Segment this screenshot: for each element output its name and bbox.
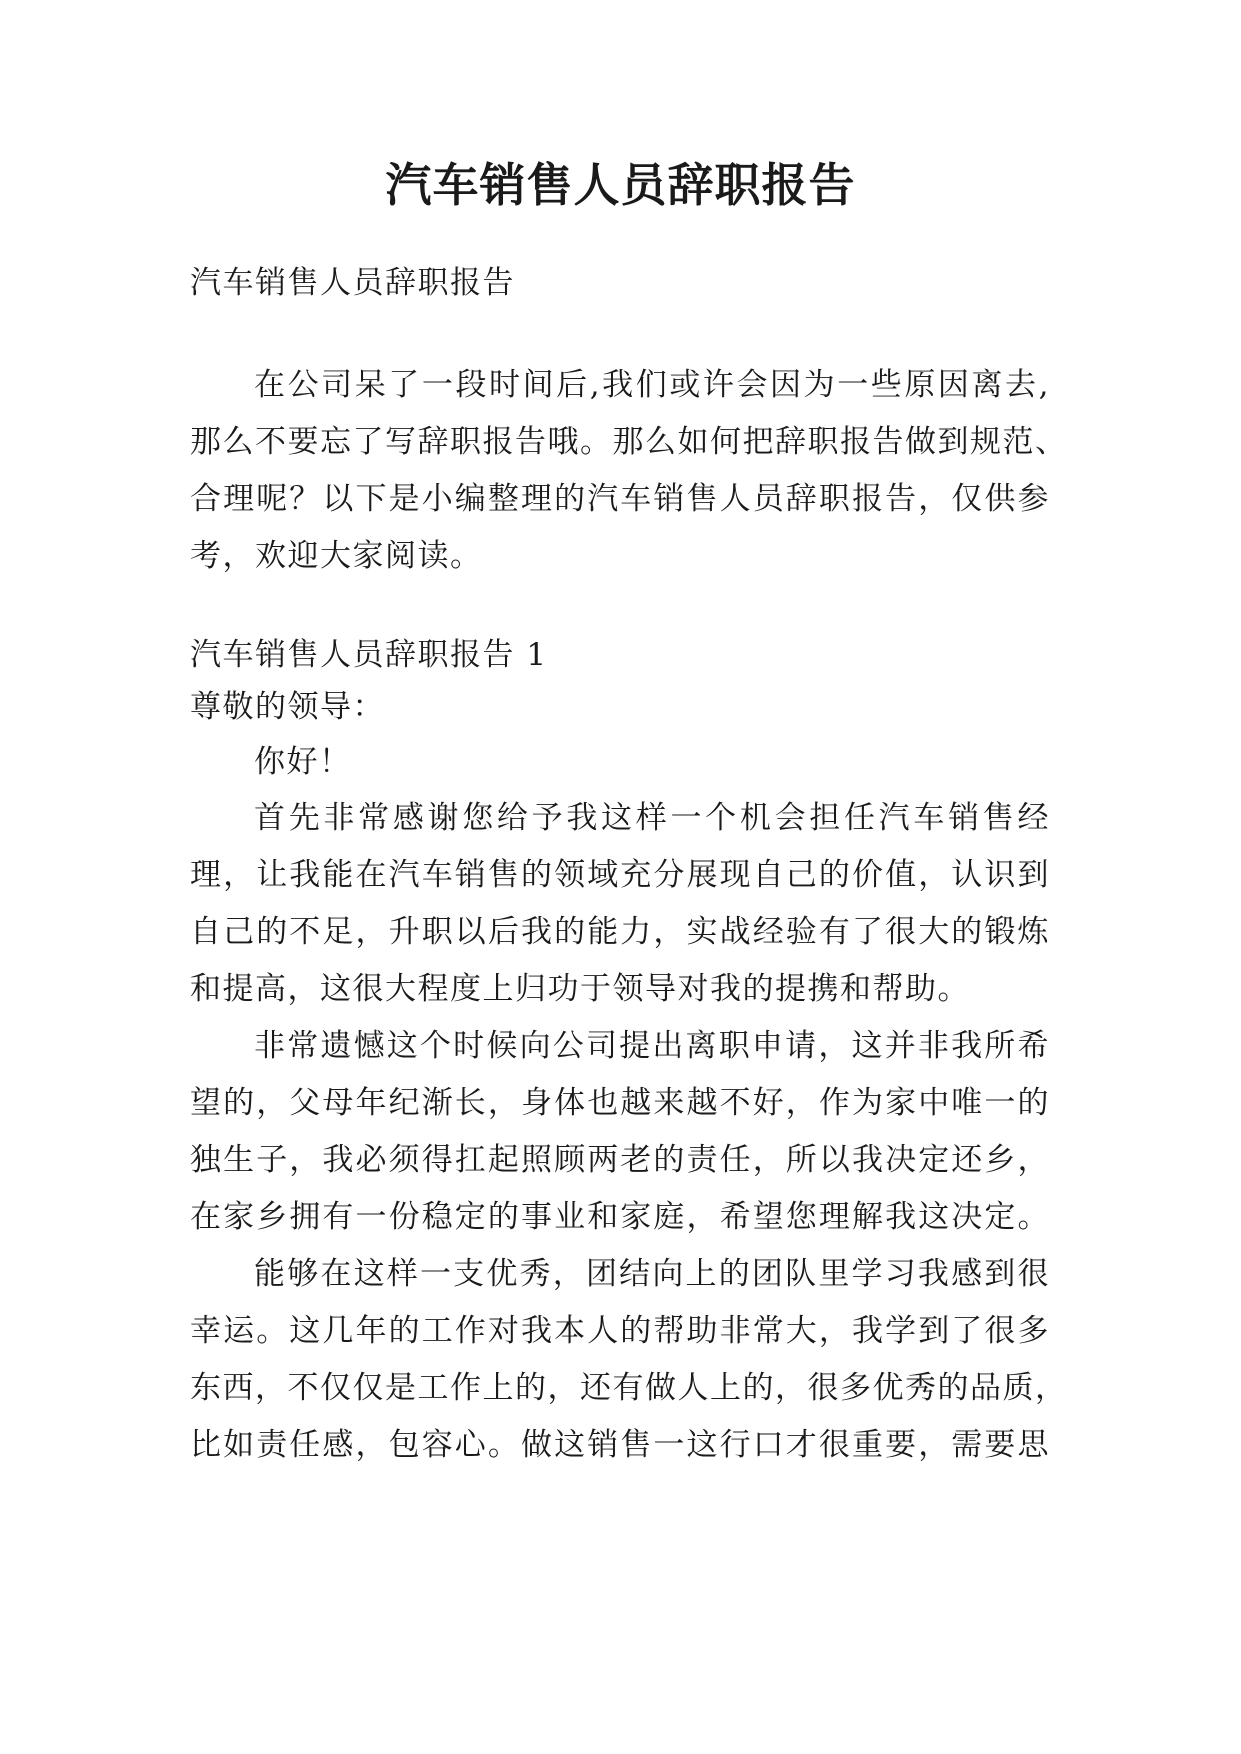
body-line: 非常遗憾这个时候向公司提出离职申请，这并非我所希 — [254, 1028, 1050, 1064]
body-line: 首先非常感谢您给予我这样一个机会担任汽车销售经 — [254, 800, 1050, 836]
salutation: 尊敬的领导： — [190, 689, 385, 725]
greeting: 你好！ — [254, 744, 352, 780]
body-line: 东西，不仅仅是工作上的，还有做人上的，很多优秀的品质， — [190, 1370, 1068, 1406]
section-heading: 汽车销售人员辞职报告 1 — [190, 637, 548, 673]
body-line: 独生子，我必须得扛起照顾两老的责任，所以我决定还乡， — [190, 1142, 1050, 1178]
body-line: 望的，父母年纪渐长，身体也越来越不好，作为家中唯一的 — [190, 1085, 1050, 1121]
intro-line: 那么不要忘了写辞职报告哦。那么如何把辞职报告做到规范、 — [190, 424, 1068, 460]
intro-line: 在公司呆了一段时间后,我们或许会因为一些原因离去, — [254, 367, 1050, 403]
body-line: 在家乡拥有一份稳定的事业和家庭，希望您理解我这决定。 — [190, 1199, 1050, 1235]
body-line: 比如责任感，包容心。做这销售一这行口才很重要，需要思 — [190, 1427, 1050, 1463]
body-line: 理，让我能在汽车销售的领域充分展现自己的价值，认识到 — [190, 857, 1050, 893]
document-title: 汽车销售人员辞职报告 — [385, 158, 856, 212]
intro-line: 合理呢？以下是小编整理的汽车销售人员辞职报告，仅供参 — [190, 481, 1050, 517]
body-line: 自己的不足，升职以后我的能力，实战经验有了很大的锻炼 — [190, 914, 1050, 950]
body-line: 和提高，这很大程度上归功于领导对我的提携和帮助。 — [190, 971, 970, 1007]
body-line: 能够在这样一支优秀，团结向上的团队里学习我感到很 — [254, 1256, 1050, 1292]
intro-line: 考，欢迎大家阅读。 — [190, 538, 483, 574]
body-line: 幸运。这几年的工作对我本人的帮助非常大，我学到了很多 — [190, 1313, 1050, 1349]
document-subtitle: 汽车销售人员辞职报告 — [190, 265, 515, 301]
